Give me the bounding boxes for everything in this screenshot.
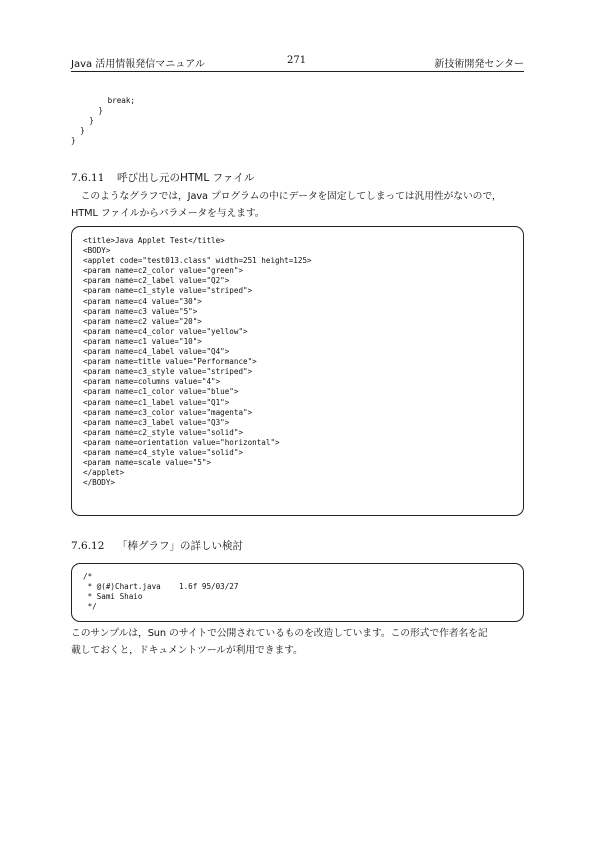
- section-title: 「棒グラフ」の詳しい検討: [117, 540, 243, 552]
- section-2-paragraph: [71, 625, 526, 659]
- html-code-box: [71, 226, 524, 516]
- section-heading-7-6-11: [71, 170, 254, 185]
- section-number: 7.6.11: [71, 172, 105, 184]
- java-comment-listing: /* * @(#)Chart.java 1.6f 95/03/27 * Sami Shaio */: [83, 572, 239, 612]
- paragraph-line: このようなグラフでは，Java プログラムの中にデータを固定してしまっては汎用性がないので，: [71, 191, 502, 202]
- header-page-number: 271: [287, 55, 307, 66]
- java-comment-box: [71, 563, 524, 622]
- section-1-paragraph: [71, 188, 526, 222]
- header-manual-title: Java 活用情報発信マニュアル: [71, 59, 205, 70]
- code-tail-block: [71, 96, 135, 146]
- section-heading-7-6-12: [71, 538, 243, 553]
- paragraph-line: HTML ファイルからパラメータを与えます。: [71, 208, 265, 219]
- paragraph-line: 載しておくと，ドキュメントツールが利用できます。: [71, 645, 303, 656]
- section-title: 呼び出し元のHTML ファイル: [117, 172, 255, 184]
- paragraph-line: このサンプルは，Sun のサイトで公開されているものを改造しています。この形式で作者名を記: [71, 628, 488, 639]
- header-organization: 新技術開発センター: [434, 59, 524, 70]
- section-number: 7.6.12: [71, 540, 105, 552]
- page-header: [71, 55, 524, 72]
- code-tail: break; } } } }: [71, 96, 136, 146]
- html-code-listing: <title>Java Applet Test</title> <BODY> <applet code="test013.class" width=251 height=125> <param name=c2_color value="green"> <param name=c2_label value="Q2"> <param name=c1_style value="striped"> <param name=c4 value="30"> <param name=c3 value="5"> <param name=c2 value="20"> <param name=c4_color value="yellow"> <param name=c1 value="10"> <param name=c4_label value="Q4"> <param name=title value="Performance"> <param name=c3_style value="striped"> <param name=columns value="4"> <param name=c1_color value="blue"> <param name=c1_label value="Q1"> <param name=c3_color value="magenta"> <param name=c3_label value="Q3"> <param name=c2_style value="solid"> <param name=orientation value="horizontal"> <param name=c4_style value="solid"> <param name=scale value="5"> </applet> </BODY>: [83, 236, 312, 488]
